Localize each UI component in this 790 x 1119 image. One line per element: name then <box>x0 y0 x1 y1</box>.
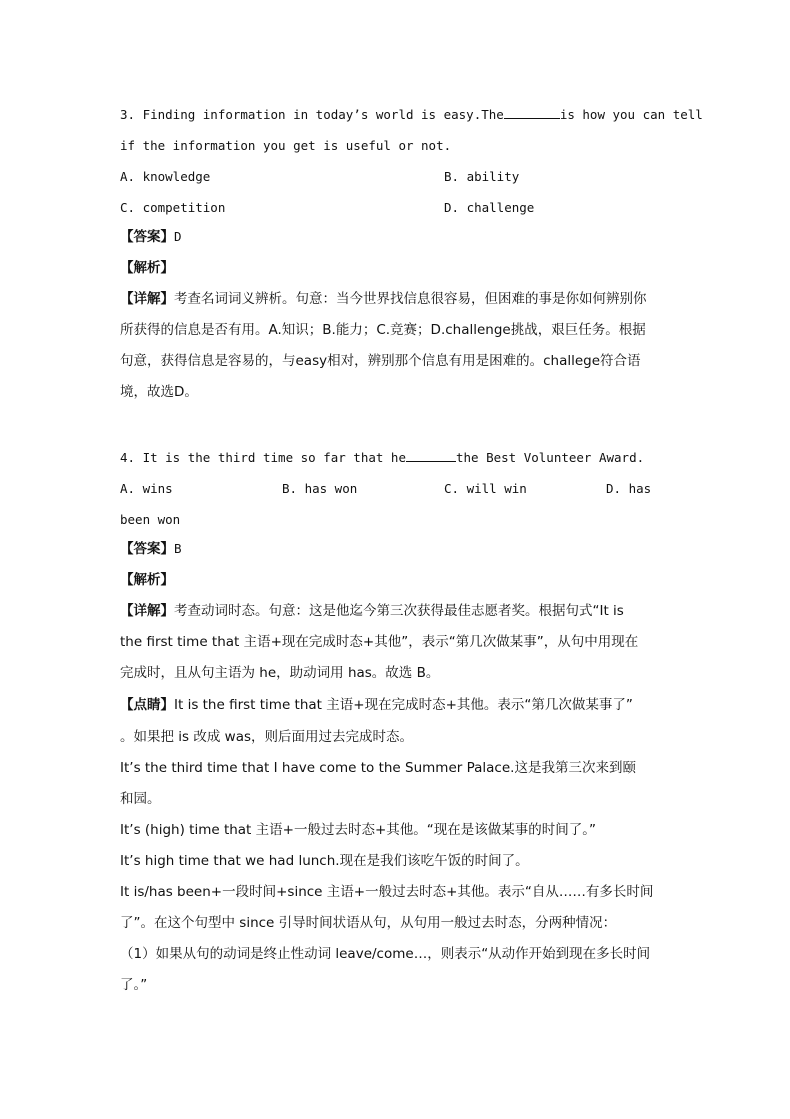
q4-option-a: A. wins <box>120 481 173 496</box>
q3-answer: 【答案】D <box>120 229 182 245</box>
q4-detail-line3: 完成时，且从句主语为 he，助动词用 has。故选 B。 <box>120 665 440 681</box>
q4-option-d-cont: been won <box>120 512 181 527</box>
q4-stem-line1: 4. It is the third time so far that he the Best Volunteer Award. <box>120 450 645 465</box>
q3-option-c: C. competition <box>120 200 226 215</box>
q3-option-a: A. knowledge <box>120 169 211 184</box>
q4-option-d: D. has <box>606 481 652 496</box>
q3-blank <box>504 107 560 119</box>
q4-tip-line8: 了”。在这个句型中 since 引导时间状语从句，从句用一般过去时态，分两种情况： <box>120 915 617 931</box>
q4-tip-line2: 。如果把 is 改成 was，则后面用过去完成时态。 <box>120 729 414 745</box>
q4-detail-line1: 【详解】考查动词时态。句意：这是他迄今第三次获得最佳志愿者奖。根据句式“It is <box>120 603 624 619</box>
q3-detail-line3: 句意，获得信息是容易的，与easy相对，辨别那个信息有用是困难的。challege符合语 <box>120 353 641 369</box>
q4-tip-line5: It’s (high) time that 主语+一般过去时态+其他。“现在是该做某事的时间了。” <box>120 822 597 838</box>
q4-option-b: B. has won <box>282 481 358 496</box>
q4-tip-line4: 和园。 <box>120 791 161 807</box>
q4-option-c: C. will win <box>444 481 527 496</box>
q3-option-d: D. challenge <box>444 200 535 215</box>
q4-tip-line3: It’s the third time that I have come to the Summer Palace.这是我第三次来到颐 <box>120 760 636 776</box>
q4-blank <box>406 450 456 462</box>
q4-detail-line2: the first time that 主语+现在完成时态+其他”，表示“第几次做某事”，从句中用现在 <box>120 634 639 650</box>
q3-detail-line1: 【详解】考查名词词义辨析。句意：当今世界找信息很容易，但困难的事是你如何辨别你 <box>120 291 647 307</box>
q3-stem-line2: if the information you get is useful or not. <box>120 138 452 153</box>
q3-detail-line4: 境，故选D。 <box>120 384 198 400</box>
q4-tip-line9: （1）如果从句的动词是终止性动词 leave/come…，则表示“从动作开始到现在多长时间 <box>120 946 651 962</box>
q4-tip-line10: 了。” <box>120 977 148 993</box>
q4-tip-line7: It is/has been+一段时间+since 主语+一般过去时态+其他。表示“自从……有多长时间 <box>120 884 654 900</box>
q3-stem-line1: 3. Finding information in today’s world is easy.The is how you can tell <box>120 107 703 122</box>
q3-detail-line2: 所获得的信息是否有用。A.知识；B.能力；C.竞赛；D.challenge挑战，艰巨任务。根据 <box>120 322 646 338</box>
q4-analysis-heading: 【解析】 <box>120 572 174 588</box>
q3-option-b: B. ability <box>444 169 520 184</box>
q3-analysis-heading: 【解析】 <box>120 260 174 276</box>
q4-tip-line1: 【点睛】It is the first time that 主语+现在完成时态+其他。表示“第几次做某事了” <box>120 697 633 713</box>
q4-tip-line6: It’s high time that we had lunch.现在是我们该吃午饭的时间了。 <box>120 853 529 869</box>
q4-answer: 【答案】B <box>120 541 182 557</box>
